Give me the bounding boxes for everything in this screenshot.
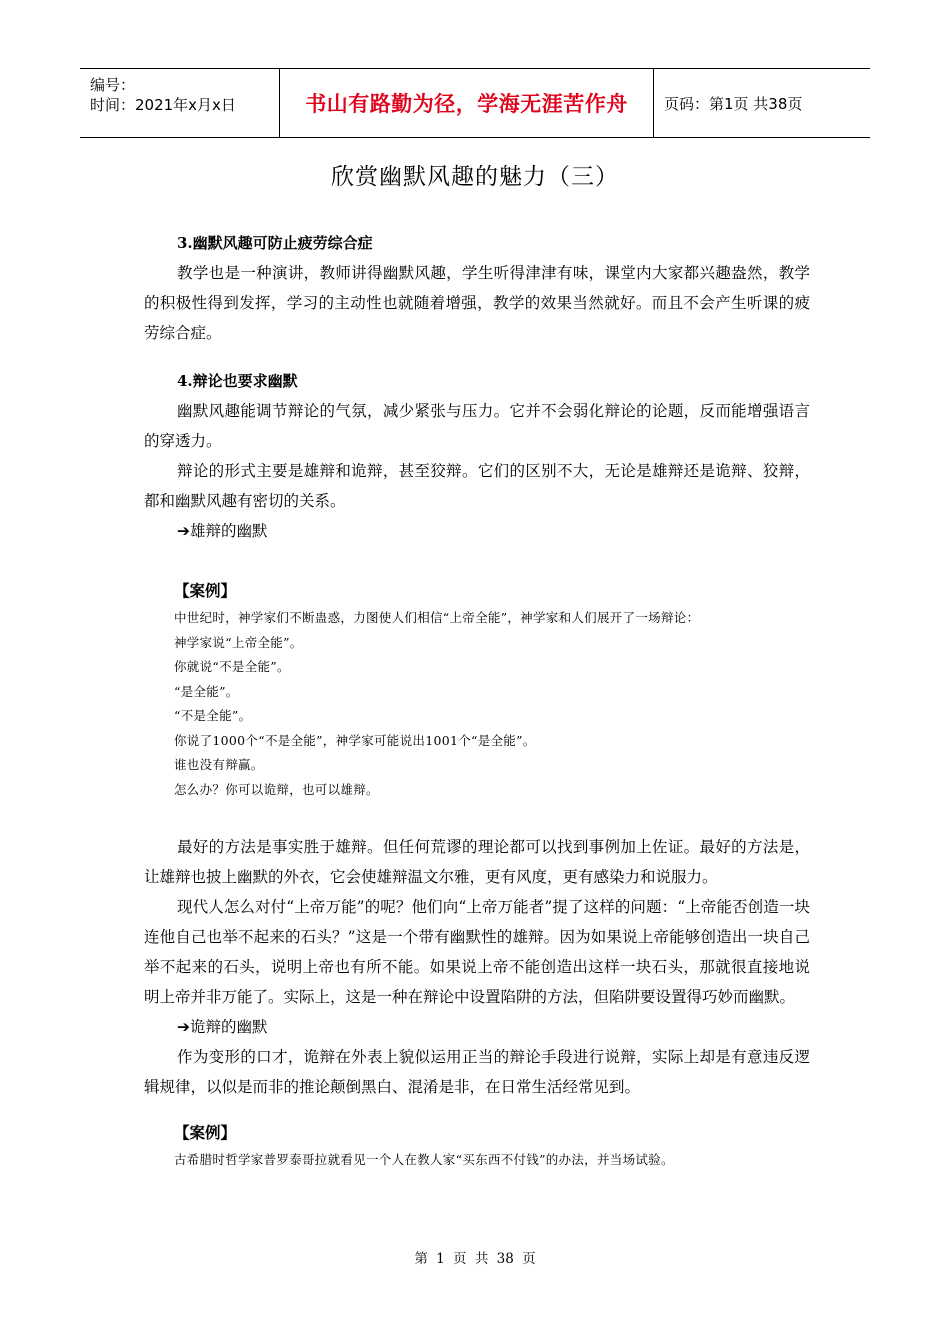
date-line: 时间：2021年x月x日 [90,96,236,114]
case-line: 神学家说“上帝全能”。 [174,634,303,650]
document-body [144,228,810,1173]
case-line: 你说了1000个“不是全能”，神学家可能说出1001个“是全能”。 [174,732,536,748]
subheading-eloquence: ➔雄辩的幽默 [177,522,268,540]
paragraph: 幽默风趣能调节辩论的气氛，减少紧张与压力。它并不会弱化辩论的论题，反而能增强语言的穿透力。 [144,402,810,450]
case-line: “是全能”。 [174,683,239,699]
case-label: 【案例】 [174,582,237,600]
paragraph: 教学也是一种演讲，教师讲得幽默风趣，学生听得津津有味，课堂内大家都兴趣盎然，教学的积极性得到发挥，学习的主动性也就随着增强，教学的效果当然就好。而且不会产生听课的疲劳综合症。 [144,264,810,342]
paragraph: 作为变形的口才，诡辩在外表上貌似运用正当的辩论手段进行说辩，实际上却是有意违反逻辑规律，以似是而非的推论颠倒黑白、混淆是非，在日常生活经常见到。 [144,1048,810,1096]
paragraph: 辩论的形式主要是雄辩和诡辩，甚至狡辩。它们的区别不大，无论是雄辩还是诡辩、狡辩，都和幽默风趣有密切的关系。 [144,462,810,510]
case-line: 谁也没有辩赢。 [174,757,264,772]
page-footer: 第 1 页 共 38 页 [414,1251,536,1267]
case-1-block [144,606,810,802]
case-label: 【案例】 [174,1124,237,1142]
motto: 书山有路勤为径，学海无涯苦作舟 [280,69,654,137]
case-line: 古希腊时哲学家普罗泰哥拉就看见一个人在教人家“买东西不付钱”的办法，并当场试验。 [174,1152,674,1167]
page-title: 欣赏幽默风趣的魅力（三） [331,164,619,190]
case-line: “不是全能”。 [174,708,252,723]
case-line: 怎么办？你可以诡辩，也可以雄辩。 [174,781,379,797]
paragraph: 最好的方法是事实胜于雄辩。但任何荒谬的理论都可以找到事例加上佐证。最好的方法是，让雄辩也披上幽默的外衣，它会使雄辩温文尔雅，更有风度，更有感染力和说服力。 [144,838,810,886]
document-header [80,68,870,138]
code-label: 编号： [90,76,136,94]
header-left-cell [80,69,280,137]
subheading-sophistry: ➔诡辩的幽默 [177,1018,268,1036]
paragraph: 现代人怎么对付“上帝万能”的呢？他们向“上帝万能者”提了这样的问题：“上帝能否创造一块连他自己也举不起来的石头？”这是一个带有幽默性的雄辩。因为如果说上帝能够创造出一块自己举不起来的石头，说明上帝也有所不能。如果说上帝不能创造出这样一块石头，那就很直接地说明上帝并非万能了。实际上，这是一种在辩论中设置陷阱的方法，但陷阱要设置得巧妙而幽默。 [144,898,810,1006]
case-line: 中世纪时，神学家们不断蛊惑，力图使人们相信“上帝全能”，神学家和人们展开了一场辩论： [174,610,700,625]
section-3-heading: 3.幽默风趣可防止疲劳综合症 [177,234,373,252]
case-line: 你就说“不是全能”。 [174,659,290,674]
page-info: 页码：第1页 共38页 [664,94,803,113]
section-4-heading: 4.辩论也要求幽默 [177,372,298,390]
